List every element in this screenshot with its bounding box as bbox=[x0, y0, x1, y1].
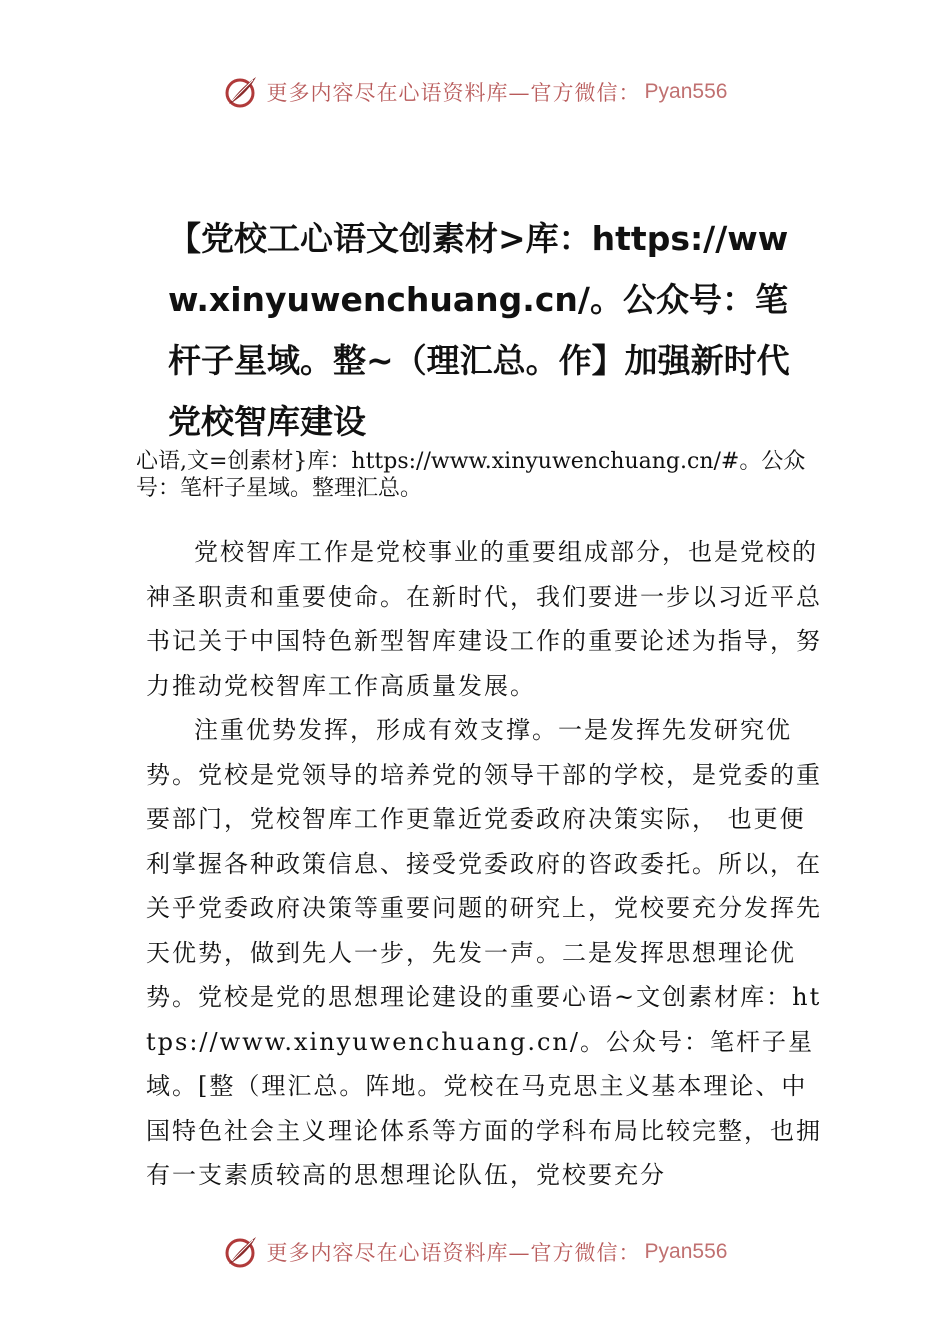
footer-watermark bbox=[0, 1228, 950, 1276]
watermark-handle: Pyan556 bbox=[644, 1240, 728, 1263]
paragraph: 注重优势发挥，形成有效支撑。一是发挥先发研究优势。党校是党领导的培养党的领导干部的学校，是党委的重要部门，党校智库工作更靠近党委政府决策实际， 也更便利掌握各种政策信息、接受党委政府的咨政委托。所以，在关乎党委政府决策等重要问题的研究上，党校要充分发挥先天优势，做到先人一步，先发一声。二是发挥思想理论优势。党校是党的思想理论建设的重要心语~文创素材库：https://www.xinyuwenchuang.cn/。公众号：笔杆子星域。[整（理汇总。阵地。党校在马克思主义基本理论、中国特色社会主义理论体系等方面的学科布局比较完整，也拥有一支素质较高的思想理论队伍，党校要充分 bbox=[146, 716, 822, 1189]
watermark-text: 更多内容尽在心语资料库—官方微信： bbox=[266, 1241, 641, 1265]
watermark-text: 更多内容尽在心语资料库—官方微信： bbox=[266, 81, 641, 105]
paragraph: 党校智库工作是党校事业的重要组成部分，也是党校的神圣职责和重要使命。在新时代，我们要进一步以习近平总书记关于中国特色新型智库建设工作的重要论述为指导，努力推动党校智库工作高质量发展。 bbox=[146, 538, 822, 700]
source-note: 心语,文=创素材}库：https://www.xinyuwenchuang.cn/#。公众号：笔杆子星域。整理汇总。 bbox=[136, 449, 806, 501]
quill-logo-icon bbox=[223, 1234, 259, 1270]
document-body bbox=[146, 530, 826, 1198]
quill-logo-icon bbox=[223, 74, 259, 110]
document-title: 【党校工心语文创素材>库：https://www.xinyuwenchuang.cn/。公众号：笔杆子星域。整~（理汇总。作】加强新时代党校智库建设 bbox=[168, 219, 790, 441]
watermark-handle: Pyan556 bbox=[644, 80, 728, 103]
header-watermark bbox=[0, 68, 950, 116]
